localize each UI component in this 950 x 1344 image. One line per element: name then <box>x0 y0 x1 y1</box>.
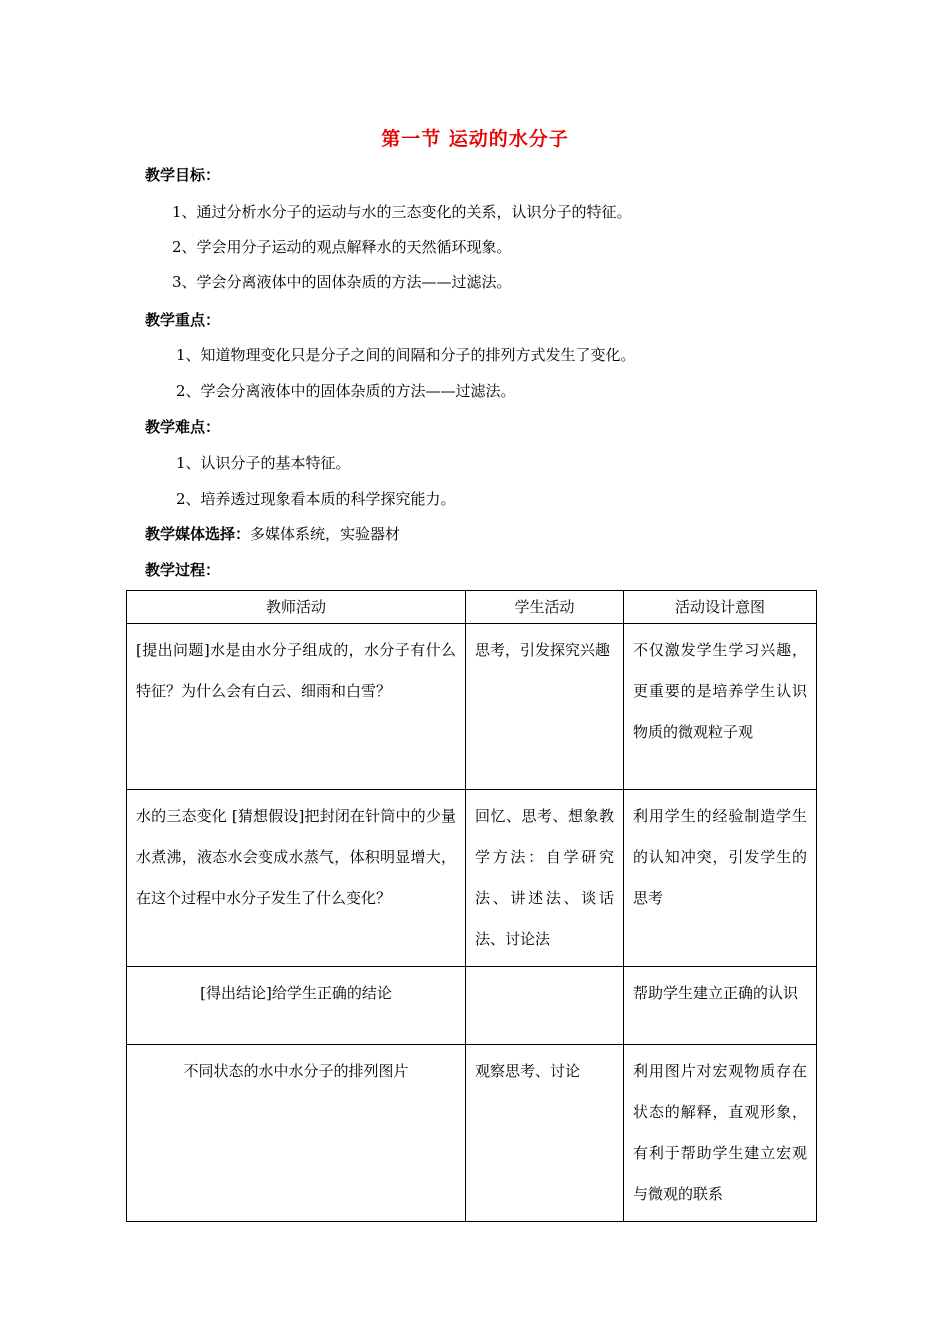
goal-item: 3、学会分离液体中的固体杂质的方法——过滤法。 <box>172 273 512 291</box>
document-title: 第一节 运动的水分子 <box>381 128 569 150</box>
goal-item: 2、学会用分子运动的观点解释水的天然循环现象。 <box>172 238 512 256</box>
header-teacher-activity: 教师活动 <box>127 591 466 624</box>
keypoint-item: 2、学会分离液体中的固体杂质的方法——过滤法。 <box>176 382 516 400</box>
design-intent-cell: 帮助学生建立正确的认识 <box>624 967 817 1045</box>
table-row <box>127 967 817 1045</box>
table-row <box>127 624 817 790</box>
teacher-activity-cell: [得出结论]给学生正确的结论 <box>127 967 466 1045</box>
student-activity-cell <box>466 967 624 1045</box>
design-intent-cell: 不仅激发学生学习兴趣，更重要的是培养学生认识物质的微观粒子观 <box>624 624 817 790</box>
header-design-intent: 活动设计意图 <box>624 591 817 624</box>
teaching-process-table <box>126 590 817 1222</box>
media-value: 多媒体系统，实验器材 <box>250 525 401 543</box>
design-intent-cell: 利用图片对宏观物质存在状态的解释，直观形象，有利于帮助学生建立宏观与微观的联系 <box>624 1045 817 1222</box>
media-label: 教学媒体选择： <box>145 525 251 543</box>
table-header-row <box>127 591 817 624</box>
goal-item: 1、通过分析水分子的运动与水的三态变化的关系，认识分子的特征。 <box>172 203 632 221</box>
difficulty-item: 1、认识分子的基本特征。 <box>176 454 351 472</box>
media-line <box>145 523 400 544</box>
goals-heading: 教学目标： <box>145 166 221 184</box>
process-heading: 教学过程： <box>145 561 221 579</box>
table-row <box>127 790 817 967</box>
teacher-activity-cell: 水的三态变化 [猜想假设]把封闭在针筒中的少量水煮沸，液态水会变成水蒸气，体积明显增大，在这个过程中水分子发生了什么变化？ <box>127 790 466 967</box>
student-activity-cell: 思考，引发探究兴趣 <box>466 624 624 790</box>
keypoint-item: 1、知道物理变化只是分子之间的间隔和分子的排列方式发生了变化。 <box>176 346 636 364</box>
teacher-activity-cell: [提出问题]水是由水分子组成的，水分子有什么特征？为什么会有白云、细雨和白雪？ <box>127 624 466 790</box>
teacher-activity-cell: 不同状态的水中水分子的排列图片 <box>127 1045 466 1222</box>
difficulties-heading: 教学难点： <box>145 418 221 436</box>
keypoints-heading: 教学重点： <box>145 311 221 329</box>
design-intent-cell: 利用学生的经验制造学生的认知冲突，引发学生的思考 <box>624 790 817 967</box>
table-row <box>127 1045 817 1222</box>
difficulty-item: 2、培养透过现象看本质的科学探究能力。 <box>176 490 456 508</box>
header-student-activity: 学生活动 <box>466 591 624 624</box>
student-activity-cell: 回忆、思考、想象教学方法：自学研究法、讲述法、谈话法、讨论法 <box>466 790 624 967</box>
student-activity-cell: 观察思考、讨论 <box>466 1045 624 1222</box>
